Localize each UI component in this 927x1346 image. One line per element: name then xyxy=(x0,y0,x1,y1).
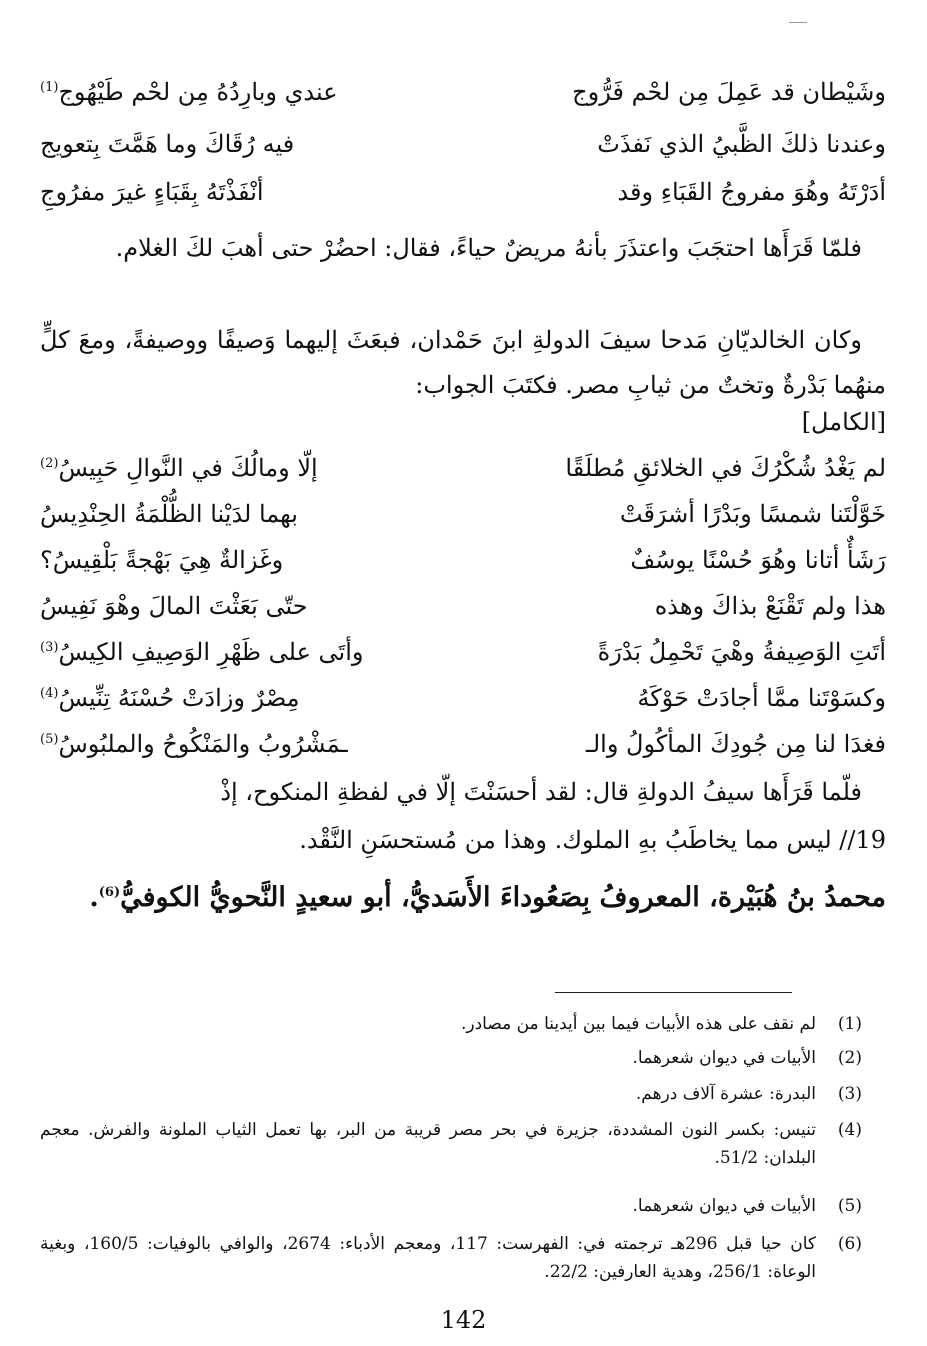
footnote-number: (2) xyxy=(837,1048,862,1068)
verse-second-hemistich: عندي وبارِدُهُ مِن لحْم طَيْهُوج$^{(1)}$ xyxy=(40,78,338,106)
footnote-text: كان حيا قبل 296هـ ترجمته في: الفهرست: 117، ومعجم الأدباء: 2674، والوافي بالوفيات: 160/5، وبغية الوعاة: 256/1، وهدية العارفين: 22/2. xyxy=(40,1234,816,1282)
verse-line xyxy=(40,684,886,730)
footnote-text: لم نقف على هذه الأبيات فيما بين أيدينا من مصادر. xyxy=(461,1014,816,1034)
footnote-number: (1) xyxy=(837,1014,862,1034)
verse-line xyxy=(40,592,886,638)
footnote-ref: (3) xyxy=(40,640,59,655)
header-mark xyxy=(789,22,807,23)
verse-first-hemistich: وكسَوْتَنا ممَّا أجادَتْ حَوْكَهُ xyxy=(637,684,886,712)
footnote xyxy=(40,1080,886,1110)
footnote-number: (6) xyxy=(837,1234,862,1254)
verse-first-hemistich: أدَرْتَهُ وهُوَ مفروجُ القَبَاءِ وقد xyxy=(617,178,886,206)
verse-line xyxy=(40,546,886,592)
footnote-ref: (6) xyxy=(98,885,121,900)
footnote-number: (5) xyxy=(837,1196,862,1216)
page-number: 142 xyxy=(440,1306,487,1334)
verse-second-hemistich: فيه رُقَاكَ وما هَمَّتَ بِتعويج xyxy=(40,130,295,158)
verse-first-hemistich: فغدَا لنا مِن جُودِكَ المأكُولُ والـ xyxy=(585,730,886,758)
verse-line xyxy=(40,78,886,124)
paragraph: وكان الخالديّانِ مَدحا سيفَ الدولةِ ابنَ حَمْدان، فبعَثَ إليهما وَصيفًا ووصيفةً، ومعَ كلٍّ منهُما بَدْرةٌ وتختٌ من ثيابِ مصر. فكتَبَ الجواب: xyxy=(40,326,886,399)
verse-first-hemistich: رَشَأٌ أتانا وهُوَ حُسْنًا يوسُفٌ xyxy=(630,546,886,574)
verse-line xyxy=(40,178,886,224)
footnote-ref: (5) xyxy=(40,732,59,747)
verse-first-hemistich: أتَتِ الوَصِيفةُ وهْيَ تَحْمِلُ بَدْرَةً xyxy=(597,638,886,666)
paragraph-line: فلّما قَرَأَها سيفُ الدولةِ قال: لقد أحسَنْتَ إلّا في لفظةِ المنكوح، إذْ xyxy=(220,778,862,806)
footnote xyxy=(40,1230,886,1290)
verse-second-hemistich: وأتَى على ظَهْرِ الوَصِيفِ الكِيسُ$^{(3)}$ xyxy=(40,638,364,666)
footnote-ref: (1) xyxy=(40,80,59,95)
footnote-number: (4) xyxy=(837,1120,862,1140)
verse-line xyxy=(40,730,886,776)
footnote-text: الأبيات في ديوان شعرهما. xyxy=(632,1048,816,1068)
verse-first-hemistich: وشَيْطان قد عَمِلَ مِن لحْم فَرُّوج xyxy=(572,78,886,106)
verse-line xyxy=(40,500,886,546)
verse-second-hemistich: أنْفَذْتَهُ بِقَبَاءٍ غيرَ مفرُوجِ xyxy=(40,178,264,206)
footnote-ref: (4) xyxy=(40,686,59,701)
verse-second-hemistich: مِصْرٌ وزادَتْ حُسْنَهُ تِنِّيسُ$^{(4)}$ xyxy=(40,684,300,712)
verse-line xyxy=(40,130,886,176)
footnote-text: تنيس: بكسر النون المشددة، جزيرة في بحر مصر قريبة من البر، بها تعمل الثياب الملونة والفرش. معجم البلدان: 51/2. xyxy=(40,1120,816,1168)
verse-second-hemistich: إلّا ومالُكَ في النَّوالِ حَبِيسُ$^{(2)}$ xyxy=(40,454,318,482)
footnote-text: البدرة: عشرة آلاف درهم. xyxy=(635,1084,816,1104)
verse-second-hemistich: بهما لدَيْنا الظُّلْمَةُ الحِنْدِيسُ xyxy=(40,500,298,528)
footnote xyxy=(40,1010,886,1040)
footnote xyxy=(40,1116,886,1176)
footnote-ref: (2) xyxy=(40,456,59,471)
verse-second-hemistich: وغَزالةٌ هِيَ بَهْجةً بَلْقِيسُ؟ xyxy=(40,546,284,574)
verse-second-hemistich: ـمَشْرُوبُ والمَنْكُوحُ والملبُوسُ$^{(5)}$ xyxy=(40,730,348,758)
verse-first-hemistich: هذا ولم تَقْنَعْ بذاكَ وهذه xyxy=(654,592,886,620)
verse-line xyxy=(40,638,886,684)
meter-label: [الكامل] xyxy=(801,408,886,436)
footnote xyxy=(40,1192,886,1222)
verse-first-hemistich: وعندنا ذلكَ الظَّبيُ الذي نَفذَتْ xyxy=(597,130,886,158)
paragraph-line: 19// ليس مما يخاطَبُ بهِ الملوك. وهذا من مُستحسَنِ النَّقْد. xyxy=(299,826,886,854)
verse-first-hemistich: خَوَّلْتَنا شمسًا وبَدْرًا أشرَقَتْ xyxy=(619,500,886,528)
paragraph: فلمّا قَرَأَها احتجَبَ واعتذَرَ بأنهُ مريضٌ حياءً، فقال: احضُرْ حتى أهبَ لكَ الغلام. xyxy=(115,234,862,262)
verse-second-hemistich: حتّى بَعَثْتَ المالَ وهْوَ نَفِيسُ xyxy=(40,592,308,620)
verse-line xyxy=(40,454,886,500)
footnote-text: الأبيات في ديوان شعرهما. xyxy=(632,1196,816,1216)
footnote-separator xyxy=(555,992,792,993)
entry-heading: محمدُ بنُ هُبَيْرة، المعروفُ بِصَعُوداءَ الأَسَديُّ، أبو سعيدٍ النَّحويُّ الكوفيُّ$^{(6)}$. xyxy=(89,882,886,913)
footnote-number: (3) xyxy=(837,1084,862,1104)
verse-first-hemistich: لم يَغْدُ شُكْرُكَ في الخلائقِ مُطلَقًا xyxy=(565,454,886,482)
footnote xyxy=(40,1044,886,1074)
